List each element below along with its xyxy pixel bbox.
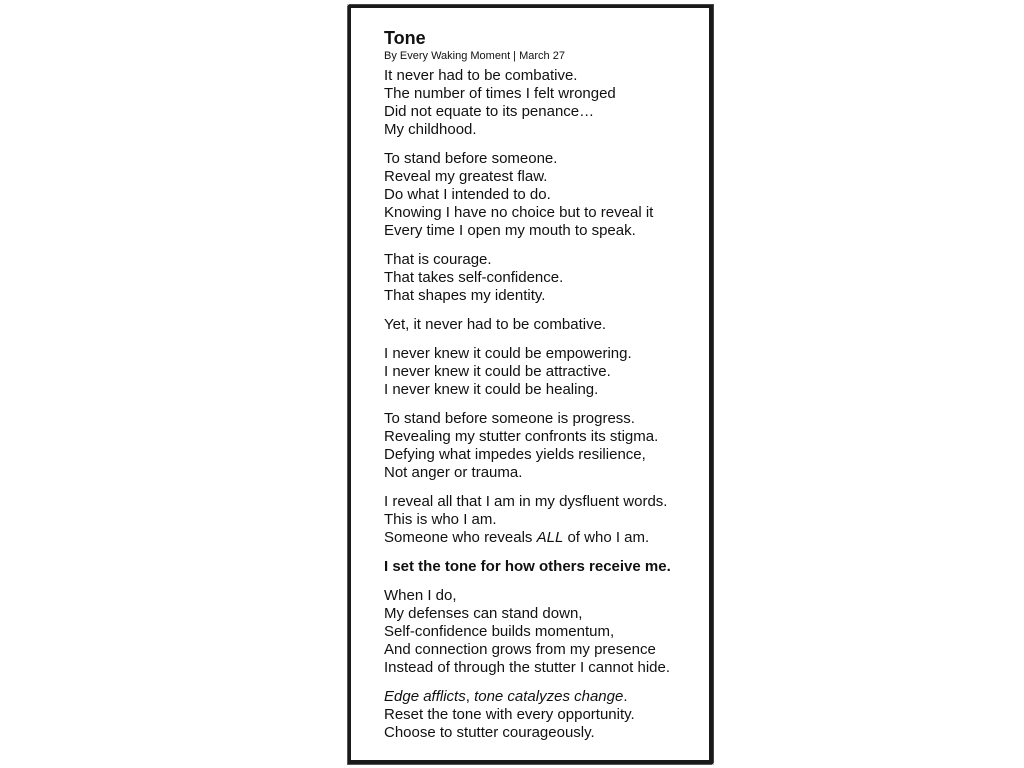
poem-line: Knowing I have no choice but to reveal it [384,204,654,221]
poem-line: I never knew it could be attractive. [384,363,611,380]
poem-line: The number of times I felt wronged [384,85,616,102]
poem-line: Every time I open my mouth to speak. [384,222,636,239]
poem-line: Reset the tone with every opportunity. [384,706,635,723]
poem-line-bold: I set the tone for how others receive me. [384,558,671,575]
poem-line [384,688,704,706]
poem-card [348,5,713,764]
poem-line: Revealing my stutter confronts its stigma. [384,428,659,445]
poem-line: That shapes my identity. [384,287,546,304]
poem-line: When I do, [384,587,457,604]
emphasis-text: tone catalyzes change [474,688,624,705]
poem-line: Do what I intended to do. [384,186,551,203]
stanza-10 [384,688,704,742]
line-text: Someone who reveals [384,529,537,546]
poem-line: I never knew it could be healing. [384,381,599,398]
poem-line: My childhood. [384,121,477,138]
poem-line: Choose to stutter courageously. [384,724,595,741]
stanza-3 [384,251,704,305]
poem-line [384,529,704,547]
poem-content [384,27,704,753]
stanza-5 [384,345,704,399]
poem-line: Defying what impedes yields resilience, [384,446,646,463]
poem-line: To stand before someone is progress. [384,410,635,427]
emphasis-text: ALL [536,529,564,546]
stanza-9 [384,587,704,677]
stanza-1 [384,67,704,139]
poem-line: Self-confidence builds momentum, [384,623,615,640]
poem-byline: By Every Waking Moment | March 27 [384,50,565,62]
poem-line: And connection grows from my presence [384,641,656,658]
poem-line: Instead of through the stutter I cannot hide. [384,659,671,676]
stanza-8 [384,558,704,576]
poem-line: Reveal my greatest flaw. [384,168,548,185]
poem-line: That takes self-confidence. [384,269,564,286]
line-text: . [623,688,628,705]
poem-line: That is courage. [384,251,492,268]
poem-line: To stand before someone. [384,150,558,167]
line-text: of who I am. [563,529,650,546]
poem-line: This is who I am. [384,511,497,528]
emphasis-text: Edge afflicts [384,688,466,705]
poem-line: Not anger or trauma. [384,464,523,481]
poem-line: I never knew it could be empowering. [384,345,632,362]
poem-line: I reveal all that I am in my dysfluent words. [384,493,668,510]
poem-title: Tone [384,28,426,48]
stanza-2 [384,150,704,240]
stanza-7 [384,493,704,547]
line-text: , [465,688,475,705]
poem-line: My defenses can stand down, [384,605,583,622]
poem-line: Yet, it never had to be combative. [384,316,607,333]
poem-line: It never had to be combative. [384,67,578,84]
poem-line: Did not equate to its penance… [384,103,595,120]
stanza-6 [384,410,704,482]
stanza-4 [384,316,704,334]
